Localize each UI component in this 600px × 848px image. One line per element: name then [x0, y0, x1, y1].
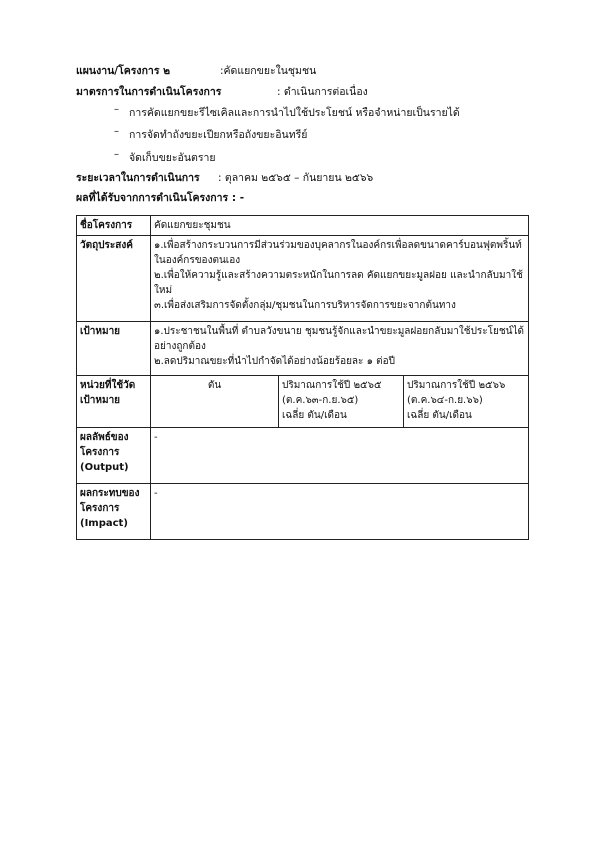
project-name-value: คัดแยกขยะชุมชน [151, 216, 529, 236]
usage-2566-range: (ต.ค.๖๔-ก.ย.๖๖) [407, 395, 483, 406]
measure-label: มาตรการในการดำเนินโครงการ [76, 86, 222, 98]
usage-2565-range: (ต.ค.๖๓-ก.ย.๖๕) [282, 395, 359, 406]
table-row-target [77, 322, 529, 376]
table-row-objective [77, 236, 529, 322]
result-label: ผลที่ได้รับจากการดำเนินโครงการ : - [76, 192, 245, 204]
objective-item-2: ๒.เพื่อให้ความรู้และสร้างความตระหนักในการลด คัดแยกขยะมูลฝอย และนำกลับมาใช้ใหม่ [154, 270, 523, 296]
objective-label: วัตถุประสงค์ [77, 236, 151, 322]
plan-label: แผนงาน/โครงการ ๒ [76, 65, 171, 77]
table-row-impact [77, 484, 529, 540]
bullet-dash-3: – [114, 149, 119, 160]
objective-cell [151, 236, 529, 322]
usage-2566-average: เฉลี่ย ตัน/เดือน [407, 410, 472, 421]
plan-value: :คัดแยกขยะในชุมชน [220, 65, 317, 77]
period-value: : ตุลาคม ๒๕๖๕ – กันยายน ๒๕๖๖ [218, 172, 374, 184]
table-row-indicator [77, 376, 529, 428]
project-name-label: ชื่อโครงการ [77, 216, 151, 236]
indicator-label: หน่วยที่ใช้วัด เป้าหมาย [77, 376, 151, 428]
bullet-dash-2: – [114, 126, 119, 137]
usage-2566-cell [404, 376, 529, 428]
period-label: ระยะเวลาในการดำเนินการ [76, 172, 200, 184]
project-table [76, 215, 529, 540]
table-row-output [77, 428, 529, 484]
bullet-item-1: การคัดแยกขยะรีไซเคิลและการนำไปใช้ประโยชน์ หรือจำหน่ายเป็นรายได้ [129, 107, 460, 119]
impact-value: - [151, 484, 529, 540]
output-label: ผลลัพธ์ของ โครงการ (Output) [77, 428, 151, 484]
bullet-dash-1: – [114, 104, 119, 115]
target-item-1: ๑.ประชาชนในพื้นที่ ตำบลวังขนาย ชุมชนรู้จักและนำขยะมูลฝอยกลับมาใช้ประโยชน์ได้อย่างถูกต้อง [154, 326, 525, 352]
target-item-2: ๒.ลดปริมาณขยะที่นำไปกำจัดได้อย่างน้อยร้อยละ ๑ ต่อปี [154, 356, 395, 367]
bullet-item-2: การจัดทำถังขยะเปียกหรือถังขยะอินทรีย์ [129, 129, 308, 141]
impact-label: ผลกระทบของ โครงการ (Impact) [77, 484, 151, 540]
table-row-project-name [77, 216, 529, 236]
objective-item-3: ๓.เพื่อส่งเสริมการจัดตั้งกลุ่ม/ชุมชนในการบริหารจัดการขยะจากต้นทาง [154, 300, 456, 311]
indicator-unit: ตัน [151, 376, 279, 428]
usage-2565-cell [279, 376, 404, 428]
bullet-item-3: จัดเก็บขยะอันตราย [129, 152, 216, 164]
usage-2566-title: ปริมาณการใช้ปี ๒๕๖๖ [407, 380, 506, 391]
measure-value: : ดำเนินการต่อเนื่อง [277, 86, 368, 98]
output-value: - [151, 428, 529, 484]
usage-2565-title: ปริมาณการใช้ปี ๒๕๖๕ [282, 380, 382, 391]
target-cell [151, 322, 529, 376]
usage-2565-average: เฉลี่ย ตัน/เดือน [282, 410, 347, 421]
objective-item-1: ๑.เพื่อสร้างกระบวนการมีส่วนร่วมของบุคลากรในองค์กรเพื่อลดขนาดคาร์บอนฟุตพริ้นท์ในองค์กรของตนเอง [154, 240, 522, 266]
target-label: เป้าหมาย [77, 322, 151, 376]
